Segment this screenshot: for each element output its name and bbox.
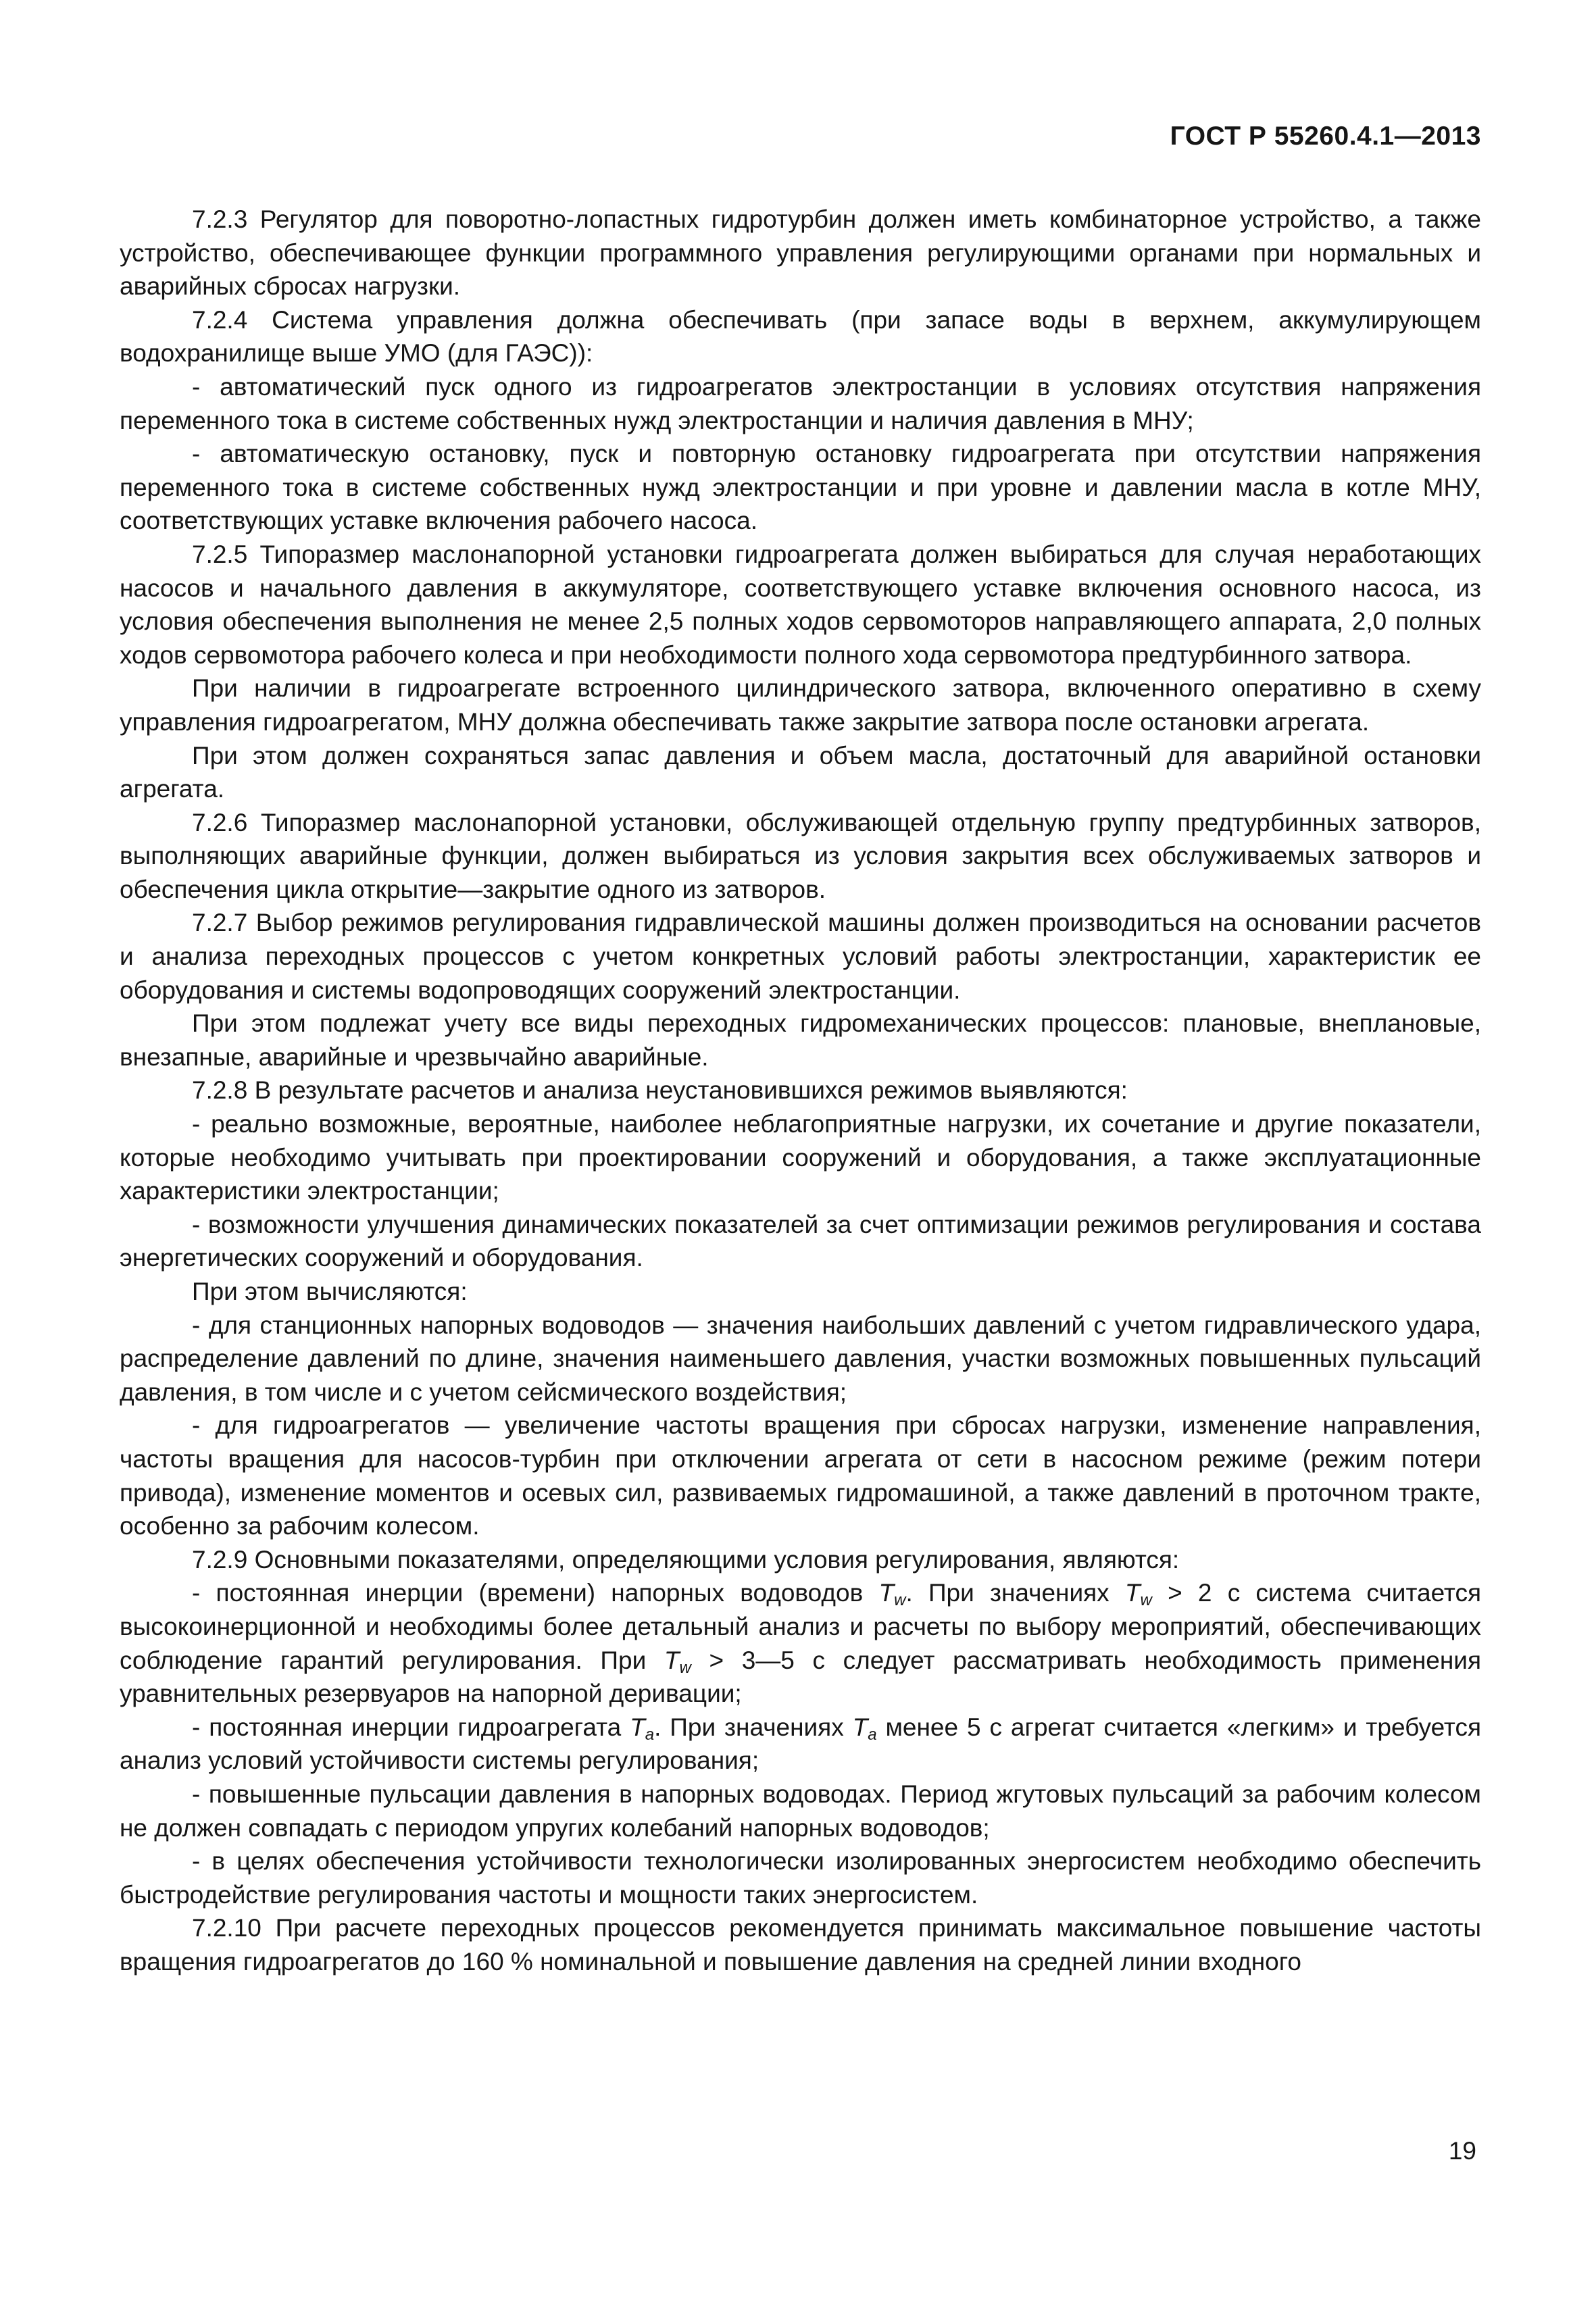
document-body <box>120 203 1481 1978</box>
paragraph-7-2-4: 7.2.4 Система управления должна обеспечивать (при запасе воды в верхнем, аккумулирующем водохранилище выше УМО (для ГАЭС)): <box>120 305 1481 368</box>
list-item-dynamics: - возможности улучшения динамических показателей за счет оптимизации режимов регулирования и состава энергетических сооружений и оборудования. <box>120 1210 1481 1272</box>
list-item-loads: - реально возможные, вероятные, наиболее неблагоприятные нагрузки, их сочетание и другие показатели, которые необходимо учитывать при проектировании сооружений и оборудования, а также эксплуатационные характеристики электростанции; <box>120 1110 1481 1205</box>
paragraph-7-2-6: 7.2.6 Типоразмер маслонапорной установки, обслуживающей отдельную группу предтурбинных затворов, выполняющих аварийные функции, должен выбираться из условия закрытия всех обслуживаемых затворов и обеспечения цикла открытие—закрытие одного из затворов. <box>120 808 1481 903</box>
list-item-penstock-inertia: - постоянная инерции (времени) напорных водоводов $T_w$. При значениях $T_w > 2$ с система считается высокоинерционной и необходимы более детальный анализ и расчеты по выбору мероприятий, обеспечивающих соблюдение гарантий регулирования. При $T_w$ > 3—5 с следует рассматривать необходимость применения уравнительных резервуаров на напорной деривации; <box>120 1579 1481 1708</box>
paragraph-cylindrical-gate: При наличии в гидроагрегате встроенного цилиндрического затвора, включенного оперативно в схему управления гидроагрегатом, МНУ должна обеспечивать также закрытие затвора после остановки агрегата. <box>120 674 1481 736</box>
list-item-auto-stop: - автоматическую остановку, пуск и повторную остановку гидроагрегата при отсутствии напряжения переменного тока в системе собственных нужд электростанции и при уровне и давлении масла в котле МНУ, соответствующих уставке включения рабочего насоса. <box>120 440 1481 535</box>
list-item-hydrounits: - для гидроагрегатов — увеличение частоты вращения при сбросах нагрузки, изменение направления, частоты вращения для насосов-турбин при отключении агрегата от сети в насосном режиме (режим потери привода), изменение моментов и осевых сил, развиваемых гидромашиной, а также давлений в проточном тракте, особенно за рабочим колесом. <box>120 1411 1481 1540</box>
paragraph-7-2-5: 7.2.5 Типоразмер маслонапорной установки гидроагрегата должен выбираться для случая неработающих насосов и начального давления в аккумуляторе, соответствующего уставке включения основного насоса, из условия обеспечения выполнения не менее 2,5 полных ходов сервомоторов направляющего аппарата, 2,0 полных ходов сервомотора рабочего колеса и при необходимости полного хода сервомотора предтурбинного затвора. <box>120 540 1481 669</box>
list-item-pulsations: - повышенные пульсации давления в напорных водоводах. Период жгутовых пульсаций за рабочим колесом не должен совпадать с периодом упругих колебаний напорных водоводов; <box>120 1780 1481 1842</box>
list-item-penstocks: - для станционных напорных водоводов — значения наибольших давлений с учетом гидравлического удара, распределение давлений по длине, значения наименьшего давления, участки возможных повышенных пульсаций давления, в том числе и с учетом сейсмического воздействия; <box>120 1311 1481 1406</box>
list-item-stability: - в целях обеспечения устойчивости технологически изолированных энергосистем необходимо обеспечить быстродействие регулирования частоты и мощности таких энергосистем. <box>120 1847 1481 1909</box>
paragraph-calculated: При этом вычисляются: <box>192 1278 468 1305</box>
paragraph-pressure-reserve: При этом должен сохраняться запас давления и объем масла, достаточный для аварийной остановки агрегата. <box>120 741 1481 803</box>
list-item-unit-inertia: - постоянная инерции гидроагрегата $T_a$. При значениях $T_a$ менее 5 с агрегат считается «легким» и требуется анализ условий устойчивости системы регулирования; <box>120 1713 1481 1775</box>
page-number: 19 <box>1448 2137 1476 2165</box>
paragraph-7-2-3: 7.2.3 Регулятор для поворотно-лопастных гидротурбин должен иметь комбинаторное устройство, а также устройство, обеспечивающее функции программного управления регулирующими органами при нормальных и аварийных сбросах нагрузки. <box>120 205 1481 301</box>
paragraph-transient-types: При этом подлежат учету все виды переходных гидромеханических процессов: плановые, внеплановые, внезапные, аварийные и чрезвычайно аварийные. <box>120 1009 1481 1071</box>
paragraph-7-2-8: 7.2.8 В результате расчетов и анализа неустановившихся режимов выявляются: <box>192 1076 1128 1105</box>
document-code-header: ГОСТ Р 55260.4.1—2013 <box>1170 122 1481 151</box>
list-item-auto-start: - автоматический пуск одного из гидроагрегатов электростанции в условиях отсутствия напряжения переменного тока в системе собственных нужд электростанции и наличия давления в МНУ; <box>120 372 1481 434</box>
paragraph-7-2-10: 7.2.10 При расчете переходных процессов рекомендуется принимать максимальное повышение частоты вращения гидроагрегатов до 160 % номинальной и повышение давления на средней линии входного <box>120 1914 1481 1976</box>
paragraph-7-2-9: 7.2.9 Основными показателями, определяющими условия регулирования, являются: <box>192 1545 1180 1574</box>
paragraph-7-2-7: 7.2.7 Выбор режимов регулирования гидравлической машины должен производиться на основании расчетов и анализа переходных процессов с учетом конкретных условий работы электростанции, характеристик ее оборудования и системы водопроводящих сооружений электростанции. <box>120 909 1481 1004</box>
